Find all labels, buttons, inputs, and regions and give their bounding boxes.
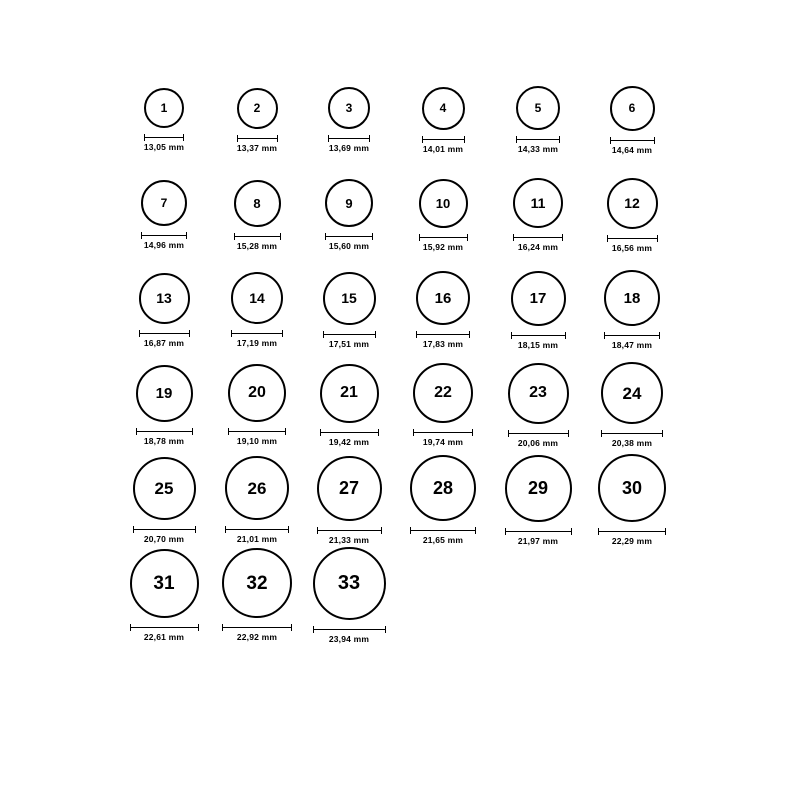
dimension-label: 15,28 mm [236, 240, 278, 251]
dimension-measure [410, 527, 476, 545]
dimension-label: 17,51 mm [328, 338, 370, 349]
dimension-label: 13,05 mm [143, 142, 185, 152]
ring-size-cell [304, 364, 394, 447]
dimension-label: 16,24 mm [517, 242, 559, 252]
dimension-line-icon [410, 527, 476, 534]
ring-circle [234, 180, 281, 227]
dimension-measure [508, 430, 569, 448]
dimension-label: 22,92 mm [236, 632, 278, 642]
ring-size-cell [304, 179, 394, 251]
ring-size-number: 29 [527, 478, 549, 498]
dimension-line-icon [313, 626, 386, 633]
ring-size-cell [212, 548, 302, 642]
ring-circle [610, 86, 655, 131]
ring-size-number: 1 [160, 101, 168, 115]
dimension-measure [513, 234, 563, 252]
ring-size-cell [212, 180, 302, 251]
ring-circle [601, 362, 663, 424]
dimension-label: 22,61 mm [143, 631, 185, 642]
dimension-label: 22,29 mm [611, 536, 653, 546]
dimension-line-icon [598, 528, 666, 535]
ring-circle [508, 363, 569, 424]
dimension-line-icon [222, 624, 292, 631]
ring-size-cell [398, 179, 488, 252]
dimension-measure [231, 330, 283, 348]
dimension-line-icon [234, 233, 281, 240]
ring-circle [130, 549, 199, 618]
dimension-measure [222, 624, 292, 642]
dimension-line-icon [601, 430, 663, 437]
ring-size-cell [212, 272, 302, 348]
dimension-measure [313, 626, 386, 644]
ring-size-number: 33 [337, 572, 361, 594]
dimension-measure [516, 136, 560, 154]
ring-size-cell [119, 457, 209, 544]
ring-size-cell [398, 455, 488, 545]
dimension-label: 19,74 mm [422, 437, 464, 447]
ring-circle [225, 456, 289, 520]
dimension-measure [419, 234, 468, 252]
dimension-line-icon [516, 136, 560, 143]
ring-size-number: 25 [154, 478, 174, 498]
dimension-line-icon [141, 232, 187, 239]
dimension-label: 21,33 mm [328, 534, 370, 545]
dimension-label: 19,10 mm [236, 436, 278, 446]
ring-size-cell [304, 547, 394, 644]
ring-size-cell [493, 363, 583, 448]
ring-size-cell [119, 365, 209, 446]
dimension-line-icon [130, 624, 199, 631]
ring-size-cell [212, 88, 302, 153]
dimension-line-icon [508, 430, 569, 437]
dimension-line-icon [231, 330, 283, 337]
dimension-label: 13,37 mm [236, 142, 278, 153]
ring-size-number: 28 [432, 478, 454, 498]
ring-size-number: 24 [622, 383, 642, 403]
dimension-line-icon [422, 136, 465, 143]
dimension-label: 17,83 mm [422, 339, 464, 349]
ring-circle [422, 87, 465, 130]
dimension-label: 20,70 mm [143, 533, 185, 544]
dimension-measure [511, 332, 566, 350]
dimension-label: 16,87 mm [143, 337, 185, 348]
ring-size-number: 4 [439, 101, 447, 115]
ring-size-number: 31 [153, 572, 175, 594]
ring-circle [598, 454, 666, 522]
ring-size-number: 20 [248, 384, 266, 401]
ring-size-number: 7 [160, 196, 168, 210]
ring-size-cell [493, 86, 583, 154]
dimension-measure [610, 137, 655, 155]
ring-size-number: 12 [624, 195, 640, 211]
ring-circle [317, 456, 382, 521]
ring-size-cell [212, 364, 302, 446]
dimension-line-icon [513, 234, 563, 241]
ring-size-number: 17 [529, 289, 547, 307]
ring-size-number: 19 [155, 384, 173, 402]
ring-size-number: 11 [530, 195, 546, 211]
ring-size-number: 23 [529, 384, 547, 401]
ring-circle [313, 547, 386, 620]
dimension-measure [225, 526, 289, 544]
ring-size-number: 14 [249, 290, 265, 306]
dimension-measure [133, 526, 196, 544]
ring-size-number: 8 [253, 195, 261, 211]
dimension-measure [601, 430, 663, 448]
dimension-measure [422, 136, 465, 154]
ring-circle [607, 178, 658, 229]
dimension-measure [141, 232, 187, 250]
dimension-measure [328, 135, 370, 153]
ring-circle [516, 86, 560, 130]
dimension-line-icon [607, 235, 658, 242]
ring-size-cell [493, 178, 583, 252]
dimension-line-icon [328, 135, 370, 142]
dimension-measure [607, 235, 658, 253]
dimension-label: 21,01 mm [236, 534, 278, 544]
dimension-line-icon [136, 428, 193, 435]
dimension-measure [604, 332, 660, 350]
dimension-line-icon [144, 134, 184, 141]
ring-size-cell [587, 454, 677, 546]
dimension-label: 14,64 mm [611, 144, 653, 155]
ring-circle [325, 179, 373, 227]
ring-size-cell [304, 456, 394, 545]
dimension-line-icon [505, 528, 572, 535]
ring-circle [320, 364, 379, 423]
ring-size-number: 26 [247, 478, 267, 498]
ring-size-cell [398, 87, 488, 154]
dimension-line-icon [139, 330, 190, 337]
ring-size-cell [587, 86, 677, 155]
ring-size-cell [119, 549, 209, 642]
dimension-measure [144, 134, 184, 152]
dimension-label: 14,01 mm [422, 143, 464, 154]
ring-size-cell [493, 271, 583, 350]
ring-circle [139, 273, 190, 324]
dimension-label: 23,94 mm [328, 633, 370, 644]
dimension-line-icon [610, 137, 655, 144]
ring-circle [328, 87, 370, 129]
ring-size-number: 9 [345, 195, 353, 211]
ring-size-number: 32 [246, 572, 268, 594]
ring-size-number: 27 [338, 478, 360, 498]
ring-size-number: 15 [341, 290, 357, 306]
ring-circle [323, 272, 376, 325]
ring-size-number: 3 [345, 101, 353, 115]
ring-size-cell [119, 180, 209, 250]
ring-size-number: 6 [628, 101, 636, 115]
dimension-measure [228, 428, 286, 446]
dimension-measure [325, 233, 373, 251]
ring-size-cell [119, 273, 209, 348]
ring-size-number: 22 [434, 384, 452, 401]
dimension-measure [323, 331, 376, 349]
dimension-label: 18,78 mm [143, 435, 185, 446]
dimension-label: 15,60 mm [328, 241, 370, 251]
ring-circle [222, 548, 292, 618]
ring-size-cell [398, 363, 488, 447]
dimension-label: 18,15 mm [517, 339, 559, 350]
dimension-line-icon [317, 527, 382, 534]
dimension-label: 21,65 mm [422, 535, 464, 545]
dimension-label: 14,96 mm [143, 240, 185, 250]
dimension-line-icon [323, 331, 376, 338]
ring-circle [513, 178, 563, 228]
ring-circle [413, 363, 473, 423]
ring-size-number: 5 [534, 101, 542, 115]
dimension-measure [136, 428, 193, 446]
dimension-measure [416, 331, 470, 349]
dimension-label: 19,42 mm [328, 436, 370, 447]
dimension-line-icon [419, 234, 468, 241]
ring-size-number: 30 [621, 478, 643, 498]
ring-size-number: 10 [435, 195, 451, 211]
ring-size-cell [587, 178, 677, 253]
dimension-line-icon [133, 526, 196, 533]
dimension-measure [317, 527, 382, 545]
dimension-measure [598, 528, 666, 546]
ring-circle [505, 455, 572, 522]
dimension-label: 21,97 mm [517, 535, 559, 546]
ring-circle [604, 270, 660, 326]
ring-circle [231, 272, 283, 324]
dimension-line-icon [413, 429, 473, 436]
dimension-line-icon [225, 526, 289, 533]
ring-circle [410, 455, 476, 521]
ring-size-number: 21 [340, 384, 358, 401]
ring-size-cell [587, 270, 677, 350]
dimension-line-icon [320, 429, 379, 436]
ring-circle [237, 88, 278, 129]
ring-size-number: 2 [253, 101, 261, 115]
dimension-line-icon [228, 428, 286, 435]
ring-size-number: 18 [623, 289, 641, 307]
ring-circle [133, 457, 196, 520]
dimension-label: 15,92 mm [422, 241, 464, 252]
ring-size-cell [587, 362, 677, 448]
ring-size-cell [212, 456, 302, 544]
ring-circle [419, 179, 468, 228]
dimension-line-icon [237, 135, 278, 142]
dimension-line-icon [604, 332, 660, 339]
ring-circle [228, 364, 286, 422]
ring-size-number: 13 [156, 290, 172, 306]
dimension-label: 16,56 mm [611, 242, 653, 253]
dimension-line-icon [416, 331, 470, 338]
ring-size-cell [493, 455, 583, 546]
dimension-label: 20,06 mm [517, 437, 559, 448]
dimension-label: 20,38 mm [611, 438, 653, 448]
dimension-measure [237, 135, 278, 153]
dimension-measure [320, 429, 379, 447]
ring-size-cell [304, 272, 394, 349]
ring-size-cell [119, 88, 209, 152]
ring-circle [511, 271, 566, 326]
ring-circle [141, 180, 187, 226]
dimension-line-icon [325, 233, 373, 240]
dimension-measure [139, 330, 190, 348]
ring-size-cell [398, 271, 488, 349]
ring-circle [136, 365, 193, 422]
dimension-measure [130, 624, 199, 642]
dimension-line-icon [511, 332, 566, 339]
dimension-label: 14,33 mm [517, 144, 559, 154]
ring-circle [144, 88, 184, 128]
ring-size-cell [304, 87, 394, 153]
ring-circle [416, 271, 470, 325]
dimension-measure [413, 429, 473, 447]
dimension-measure [505, 528, 572, 546]
dimension-measure [234, 233, 281, 251]
dimension-label: 17,19 mm [236, 338, 278, 348]
ring-size-number: 16 [434, 289, 452, 307]
dimension-label: 13,69 mm [328, 143, 370, 153]
dimension-label: 18,47 mm [611, 340, 653, 350]
